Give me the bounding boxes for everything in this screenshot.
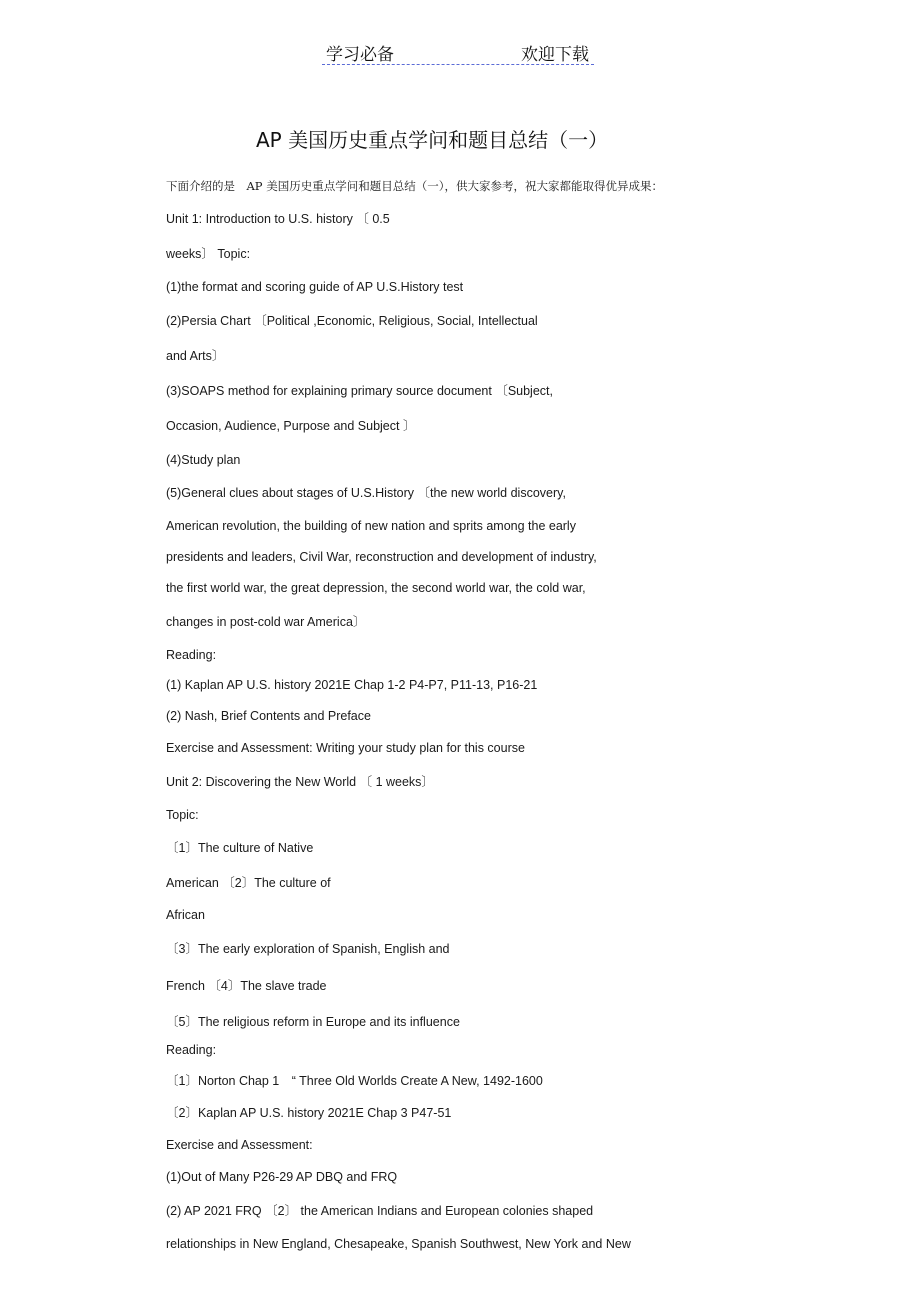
text-line: (1)Out of Many P26-29 AP DBQ and FRQ (166, 1170, 398, 1184)
text-line: Topic: (166, 808, 199, 822)
document-title: AP 美国历史重点学问和题目总结（一） (256, 128, 609, 152)
text-line: (1)the format and scoring guide of AP U.S.History test (166, 280, 464, 294)
text-line: French 〔4〕The slave trade (166, 979, 327, 993)
text-line: Reading: (166, 1043, 217, 1057)
text-line: Exercise and Assessment: (166, 1138, 313, 1152)
text-line: (4)Study plan (166, 453, 241, 467)
text-line: Unit 1: Introduction to U.S. history 〔 0.5 (166, 212, 390, 226)
text-line: Occasion, Audience, Purpose and Subject 〕 (166, 419, 416, 433)
text-line: (2) Nash, Brief Contents and Preface (166, 709, 371, 723)
text-line: and Arts〕 (166, 349, 225, 363)
text-line: 〔1〕Norton Chap 1 “ Three Old Worlds Create A New, 1492-1600 (166, 1074, 543, 1088)
text-line: Unit 2: Discovering the New World 〔 1 weeks〕 (166, 775, 434, 789)
text-line: the first world war, the great depression, the second world war, the cold war, (166, 581, 586, 595)
text-line: 〔3〕The early exploration of Spanish, English and (166, 942, 450, 956)
text-line: relationships in New England, Chesapeake, Spanish Southwest, New York and New (166, 1237, 631, 1251)
text-line: 〔5〕The religious reform in Europe and its influence (166, 1015, 460, 1029)
text-line: Exercise and Assessment: Writing your study plan for this course (166, 741, 525, 755)
text-line: 〔1〕The culture of Native (166, 841, 314, 855)
intro-paragraph: 下面介绍的是 AP 美国历史重点学问和题目总结（一），供大家参考，祝大家都能取得优异成果： (166, 179, 663, 193)
text-line: Reading: (166, 648, 217, 662)
text-line: (3)SOAPS method for explaining primary source document 〔Subject, (166, 384, 553, 398)
text-line: (2)Persia Chart 〔Political ,Economic, Religious, Social, Intellectual (166, 314, 538, 328)
text-line: American 〔2〕The culture of (166, 876, 331, 890)
text-line: (5)General clues about stages of U.S.History 〔the new world discovery, (166, 486, 566, 500)
text-line: American revolution, the building of new nation and sprits among the early (166, 519, 576, 533)
text-line: presidents and leaders, Civil War, reconstruction and development of industry, (166, 550, 597, 564)
text-line: (1) Kaplan AP U.S. history 2021E Chap 1-2 P4-P7, P11-13, P16-21 (166, 678, 538, 692)
header-left-text: 学习必备 (326, 45, 394, 65)
page-header (322, 38, 594, 65)
text-line: African (166, 908, 205, 922)
text-line: changes in post-cold war America〕 (166, 615, 366, 629)
text-line: weeks〕 Topic: (166, 247, 251, 261)
text-line: 〔2〕Kaplan AP U.S. history 2021E Chap 3 P47-51 (166, 1106, 452, 1120)
text-line: (2) AP 2021 FRQ 〔2〕 the American Indians and European colonies shaped (166, 1204, 594, 1218)
header-right-text: 欢迎下载 (521, 45, 589, 65)
